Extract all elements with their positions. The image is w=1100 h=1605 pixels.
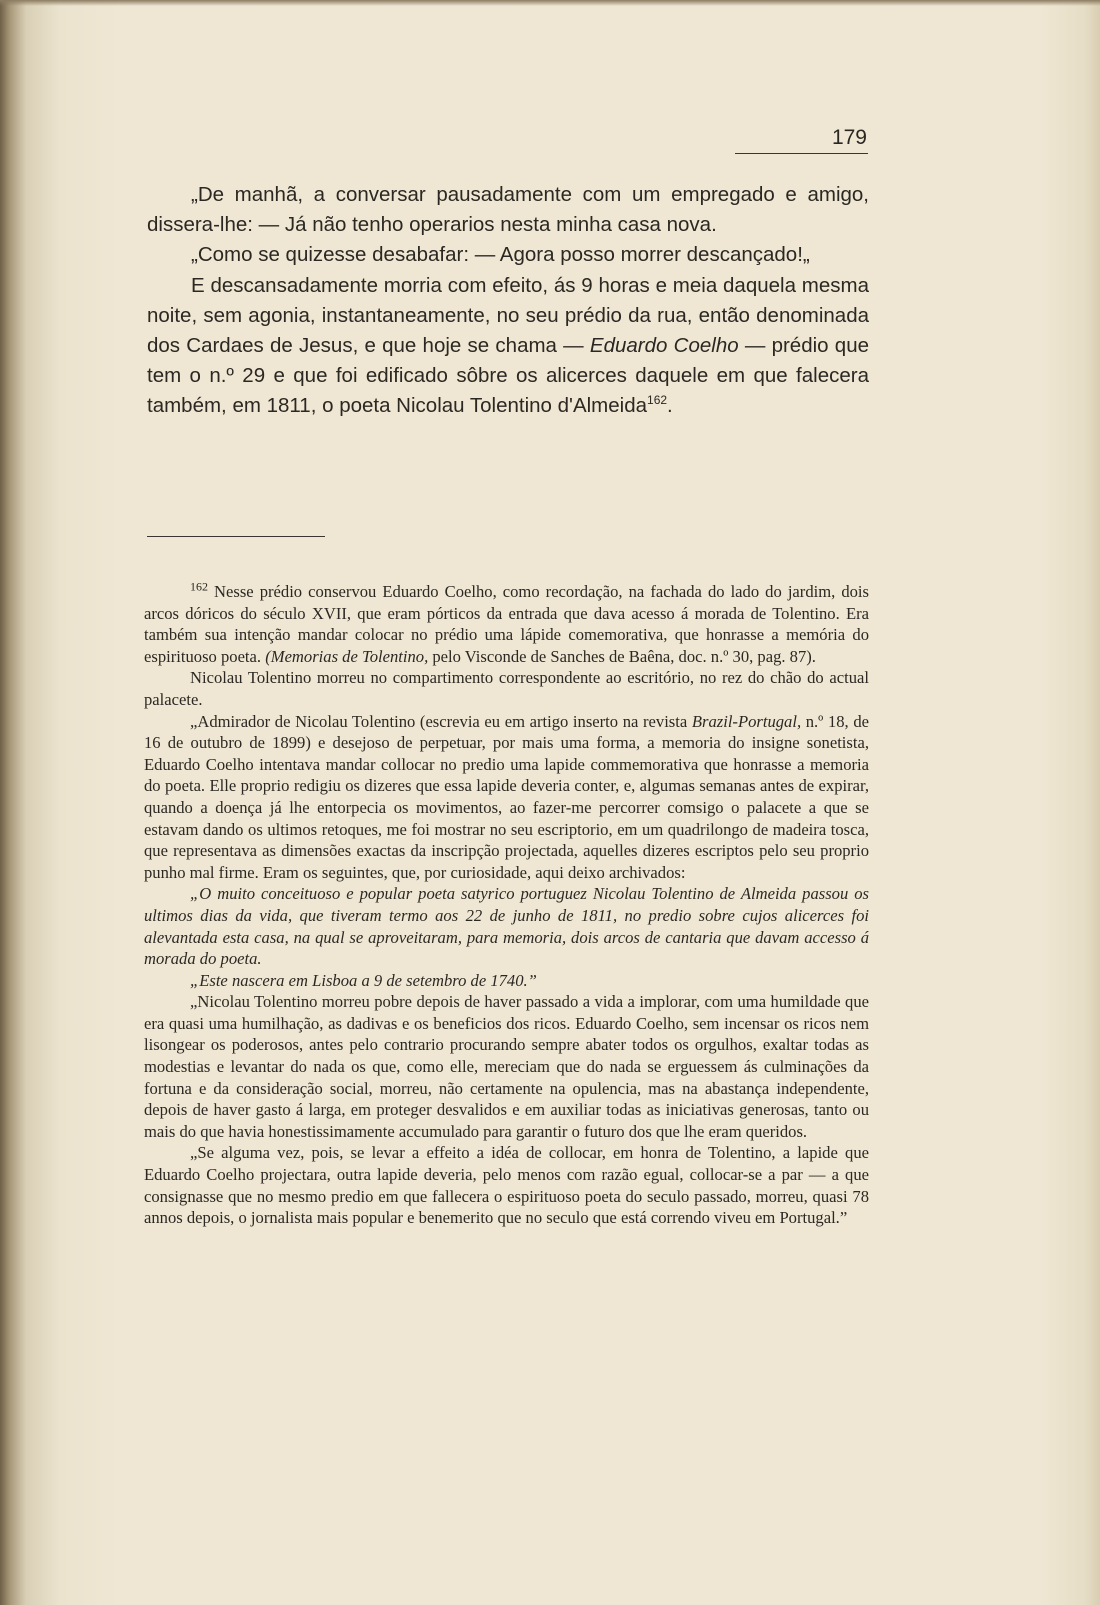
- footnote-paragraph-1: [144, 581, 869, 667]
- main-paragraph-3-text-b: — prédio que tem o n.º 29 e que foi edificado sôbre os alicerces daquele em que falecera também, em 1811, o poeta Nicolau Tolentino d'Almeida: [147, 334, 869, 418]
- footnote-1-citation: (Memorias de Tolentino,: [265, 646, 429, 666]
- footnote-separator: [147, 536, 325, 537]
- footnote-paragraph-6: „Nicolau Tolentino morreu pobre depois de haver passado a vida a implorar, com uma humildade que era quasi uma humilhação, as dadivas e os beneficios dos ricos. Eduardo Coelho, sem incensar os ricos nem lisongear os poderosos, antes pelo contrario procurando sempre abater todos os orgulhos, exaltar todas as modestias e levantar do nada os que, como elle, mereciam que do nada se erguessem ás culminações da fortuna e da consideração social, morreu, não certamente na opulencia, mas na abastança independente, depois de haver gasto á larga, em proteger desvalidos e em auxiliar todas as iniciativas generosas, tanto ou mais do que havia honestissimamente accumulado para garantir o futuro dos que lhe eram queridos.: [144, 992, 869, 1141]
- footnote-paragraph-4: „O muito conceituoso e popular poeta satyrico portuguez Nicolau Tolentino de Almeida passou os ultimos dias da vida, que tiveram termo aos 22 de junho de 1811, no predio sobre cujos alicerces foi alevantada esta casa, na qual se aproveitaram, para memoria, dois arcos de cantaria que davam accesso á morada do poeta.: [144, 884, 869, 969]
- main-paragraph-3-end: .: [667, 394, 673, 418]
- main-text: [147, 180, 869, 422]
- footnote-1-text-b: pelo Visconde de Sanches de Baêna, doc. n.º 30, pag. 87).: [428, 646, 816, 666]
- footnotes: [144, 581, 869, 1229]
- footnote-paragraph-2: Nicolau Tolentino morreu no compartimento correspondente ao escritório, no rez do chão do actual palacete.: [144, 668, 869, 709]
- page-number: 179: [831, 126, 867, 149]
- footnote-3-text-b: n.º 18, de 16 de outubro de 1899) e desejoso de perpetuar, por mais uma forma, a memoria do insigne sonetista, Eduardo Coelho intentava mandar collocar no predio uma lapide commemorativa que honrasse a memoria do poeta. Elle proprio redigiu os dizeres que essa lapide deveria conter, e, algumas semanas antes de expirar, quando a doença já lhe entorpecia os movimentos, ao fazer-me percorrer comsigo o palacete a que se estavam dando os ultimos retoques, me foi mostrar no seu escriptorio, em um quadrilongo de madeira tosca, que representava as dimensões exactas da inscripção projectada, aquelles dizeres escriptos pelo seu proprio punho mal firme. Eram os seguintes, que, por curiosidade, aqui deixo archivados:: [144, 711, 869, 882]
- footnote-number: 162: [190, 579, 208, 594]
- street-name: Eduardo Coelho: [589, 334, 739, 358]
- main-paragraph-1: „De manhã, a conversar pausadamente com um empregado e amigo, dissera-lhe: — Já não tenho operarios nesta minha casa nova.: [147, 183, 869, 237]
- main-paragraph-2: „Como se quizesse desabafar: — Agora posso morrer descançado!„: [191, 243, 810, 267]
- page-top-edge: [0, 0, 1100, 6]
- footnote-reference: 162: [647, 393, 668, 408]
- page-number-rule: [735, 153, 868, 154]
- footnote-paragraph-7: „Se alguma vez, pois, se levar a effeito a idéa de collocar, em honra de Tolentino, a lapide que Eduardo Coelho projectara, outra lapide deveria, pelo menos com razão egual, collocar-se a par — a que consignasse que no mesmo predio em que fallecera o espirituoso poeta do seculo passado, morreu, quasi 78 annos depois, o jornalista mais popular e benemerito que no seculo que está correndo viveu em Portugal.”: [144, 1143, 869, 1228]
- main-paragraph-3: [147, 271, 869, 422]
- footnote-1-text-a: Nesse prédio conservou Eduardo Coelho, como recordação, na fachada do lado do jardim, dois arcos dóricos do século XVII, que eram pórticos da entrada que dava acesso á morada de Tolentino. Era também sua intenção mandar colocar no prédio uma lápide comemorativa, que honrasse a memória do espirituoso poeta.: [144, 582, 869, 666]
- main-paragraph-3-text-a: E descansadamente morria com efeito, ás 9 horas e meia daquela mesma noite, sem agonia, instantaneamente, no seu prédio da rua, então denominada dos Cardaes de Jesus, e que hoje se chama —: [147, 273, 869, 358]
- magazine-title: Brazil-Portugal,: [691, 711, 802, 731]
- footnote-paragraph-3: [144, 711, 869, 884]
- footnote-3-text-a: „Admirador de Nicolau Tolentino (escrevia eu em artigo inserto na revista: [190, 711, 692, 731]
- footnote-paragraph-5: „Este nascera em Lisboa a 9 de setembro de 1740.”: [190, 970, 537, 990]
